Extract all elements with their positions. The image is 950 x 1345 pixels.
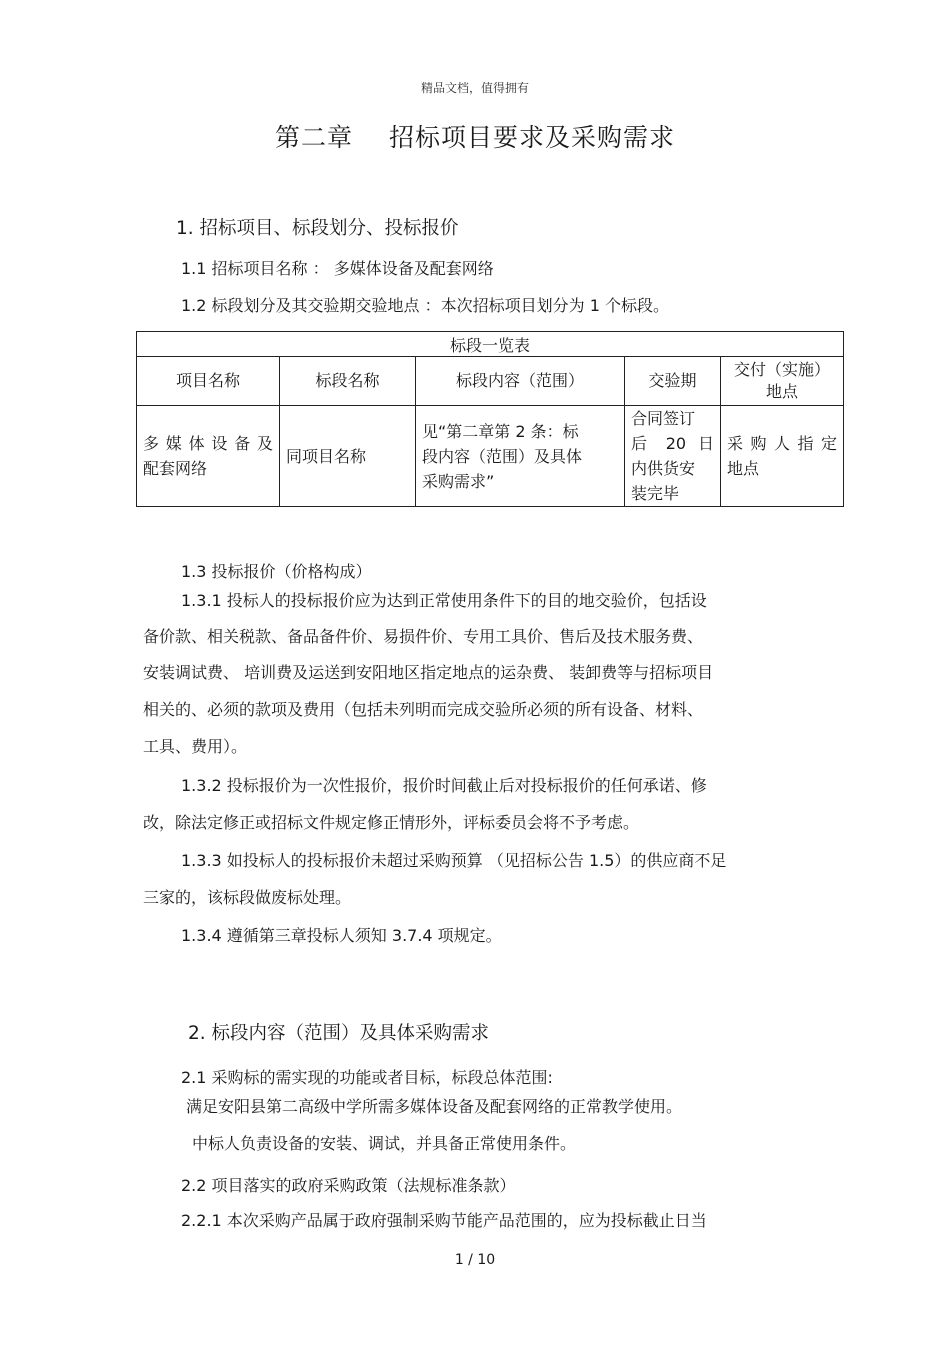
chapter-number: 第二章	[274, 123, 353, 152]
cell-content-l3: 采购需求”	[422, 471, 495, 491]
paragraph-1-3-2-l1: 1.3.2 投标报价为一次性报价，报价时间截止后对投标报价的任何承诺、修	[181, 776, 707, 795]
paragraph-2-1-b: 中标人负责设备的安装、调试，并具备正常使用条件。	[192, 1134, 577, 1153]
header-delivery-place	[721, 357, 844, 406]
header-section-content: 标段内容（范围）	[416, 357, 625, 406]
header-section-name: 标段名称	[280, 357, 416, 406]
paragraph-2-1: 2.1 采购标的需实现的功能或者目标，标段总体范围:	[181, 1068, 553, 1087]
cell-period-l2: 后 20 日	[631, 434, 714, 453]
paragraph-1-3-3-l2: 三家的，该标段做废标处理。	[143, 888, 352, 907]
cell-delivery-period	[625, 406, 721, 507]
cell-period-l4: 装完毕	[631, 484, 680, 503]
header-delivery-period: 交验期	[625, 357, 721, 406]
cell-period-l1: 合同签订	[631, 409, 696, 428]
header-note: 精品文档，值得拥有	[420, 81, 529, 95]
header-delivery-place-l2: 地点	[766, 382, 799, 401]
cell-project-name-l2: 配套网络	[143, 459, 208, 478]
paragraph-1-3-3-l1: 1.3.3 如投标人的投标报价未超过采购预算 （见招标公告 1.5）的供应商不足	[181, 851, 727, 870]
paragraph-1-1: 1.1 招标项目名称 ： 多媒体设备及配套网络	[181, 259, 494, 278]
paragraph-1-3-1-l3: 安装调试费、 培训费及运送到安阳地区指定地点的运杂费、 装卸费等与招标项目	[143, 663, 714, 682]
cell-content-l2: 段内容（范围）及具体	[422, 446, 583, 466]
paragraph-2-1-a: 满足安阳县第二高级中学所需多媒体设备及配套网络的正常教学使用。	[186, 1097, 683, 1116]
paragraph-1-3-1-l4: 相关的、必须的款项及费用（包括未列明而完成交验所必须的所有设备、材料、	[143, 700, 704, 719]
paragraph-1-3-1-l1: 1.3.1 投标人的投标报价应为达到正常使用条件下的目的地交验价，包括设	[181, 591, 707, 610]
cell-place-l1: 采购人指定	[727, 434, 838, 453]
header-project-name: 项目名称	[137, 357, 280, 406]
paragraph-1-3-2-l2: 改，除法定修正或招标文件规定修正情形外，评标委员会将不予考虑。	[143, 813, 640, 832]
table-caption: 标段一览表	[137, 332, 844, 357]
page-number: 1 / 10	[454, 1252, 496, 1268]
paragraph-1-3-1-l2: 备价款、相关税款、备品备件价、易损件价、专用工具价、售后及技术服务费、	[143, 627, 704, 646]
header-delivery-place-l1: 交付（实施）	[734, 360, 831, 379]
cell-project-name	[137, 406, 280, 507]
section-1-heading: 1. 招标项目、标段划分、投标报价	[176, 218, 459, 239]
table-header-row	[137, 357, 844, 406]
paragraph-1-3: 1.3 投标报价（价格构成）	[181, 562, 372, 581]
table-row	[137, 406, 844, 507]
chapter-heading: 招标项目要求及采购需求	[389, 123, 676, 152]
cell-section-name: 同项目名称	[280, 406, 416, 507]
cell-delivery-place	[721, 406, 844, 507]
paragraph-2-2-1: 2.2.1 本次采购产品属于政府强制采购节能产品范围的，应为投标截止日当	[181, 1211, 707, 1230]
cell-period-l3: 内供货安	[631, 459, 696, 478]
cell-place-l2: 地点	[727, 459, 760, 478]
cell-content-l1: 见“第二章第 2 条：标	[422, 421, 579, 441]
paragraph-1-3-1-l5: 工具、费用）。	[143, 737, 248, 756]
cell-section-content	[416, 406, 625, 507]
paragraph-2-2: 2.2 项目落实的政府采购政策（法规标准条款）	[181, 1176, 516, 1195]
section-table	[136, 331, 844, 507]
chapter-title	[0, 118, 950, 154]
paragraph-1-2: 1.2 标段划分及其交验期交验地点 ：本次招标项目划分为 1 个标段。	[181, 296, 669, 315]
cell-project-name-l1: 多媒体设备及	[143, 434, 273, 453]
paragraph-1-3-4: 1.3.4 遵循第三章投标人须知 3.7.4 项规定。	[181, 926, 502, 945]
section-2-heading: 2. 标段内容（范围）及具体采购需求	[188, 1023, 490, 1044]
